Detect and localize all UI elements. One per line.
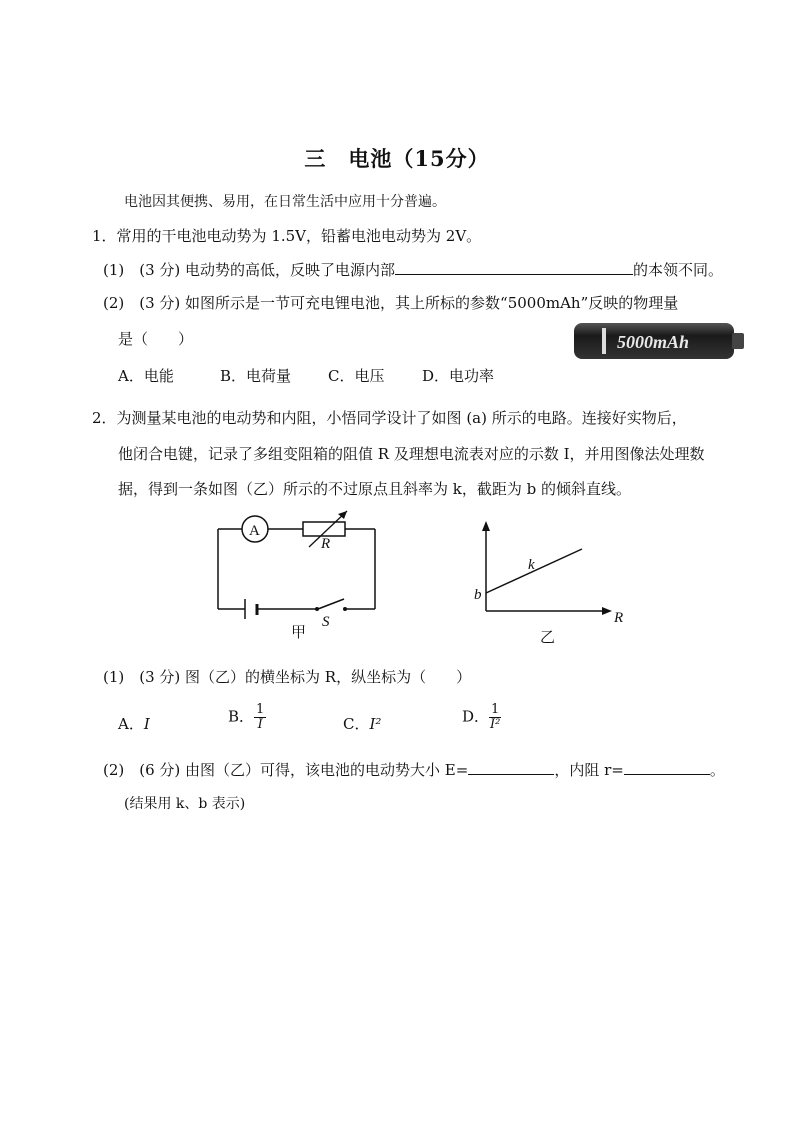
emf-blank[interactable]: [468, 758, 554, 775]
battery-stripe: [602, 328, 606, 354]
graph-caption: 乙: [540, 630, 556, 646]
q2-part2-note: (结果用 k、b 表示): [124, 796, 246, 812]
y-axis-arrow: [482, 521, 490, 531]
q1-part1: [103, 258, 723, 280]
battery-label: 5000mAh: [617, 332, 690, 352]
fraction-numerator: 1: [256, 702, 265, 717]
circuit-caption: 甲: [291, 625, 307, 641]
q2-part1: (1) (3 分) 图（乙）的横坐标为 R，纵坐标为（ ）: [103, 668, 472, 686]
intro-text: 电池因其便携、易用，在日常生活中应用十分普遍。: [124, 194, 446, 210]
battery-terminal: [732, 333, 744, 349]
resistance-blank[interactable]: [624, 758, 710, 775]
q1-choice-a[interactable]: A．电能: [118, 367, 174, 385]
ammeter-label: A: [249, 523, 260, 539]
switch-contact: [343, 607, 347, 611]
q2-choice-b[interactable]: [228, 703, 266, 732]
q2-choice-a-letter: A．: [118, 715, 144, 733]
q1-part2-line2: 是（ ）: [118, 330, 194, 348]
q2-choice-b-letter: B．: [228, 707, 255, 726]
intercept-label: b: [474, 587, 482, 603]
switch-label: S: [322, 614, 330, 630]
circuit-diagram: [205, 505, 390, 645]
q2-part2-text1: (2) (6 分) 由图（乙）可得，该电池的电动势大小 E=: [103, 761, 469, 779]
fraction-denominator: I²: [489, 717, 501, 732]
q1-stem: 1．常用的干电池电动势为 1.5V，铅蓄电池电动势为 2V。: [92, 227, 482, 245]
x-axis-label: R: [614, 610, 624, 626]
q2-line1: 2．为测量某电池的电动势和内阻，小悟同学设计了如图 (a) 所示的电路。连接好实物后，: [92, 409, 687, 427]
q2-part2: [103, 758, 725, 780]
x-axis-arrow: [602, 607, 612, 615]
resistor-label: R: [321, 536, 331, 552]
switch-contact: [315, 607, 319, 611]
q2-choice-d-letter: D．: [462, 707, 490, 726]
q2-choice-d[interactable]: [462, 703, 501, 732]
slope-label: k: [528, 557, 535, 573]
q1-part1-text: (1) (3 分) 电动势的高低，反映了电源内部: [103, 261, 396, 279]
q2-choice-c[interactable]: [343, 713, 381, 734]
q2-choice-d-fraction: [489, 703, 501, 732]
graph-yi: [470, 515, 630, 650]
q2-choice-c-letter: C．: [343, 715, 370, 733]
q2-part2-text2: ，内阻 r=: [554, 761, 624, 779]
battery-image: [572, 320, 747, 362]
fraction-numerator: 1: [491, 702, 500, 717]
variable-resistor: [303, 522, 345, 536]
q1-choice-d[interactable]: D．电功率: [422, 367, 495, 385]
q2-line2: 他闭合电键，记录了多组变阻箱的阻值 R 及理想电流表对应的示数 I，并用图像法处理数: [118, 445, 705, 463]
section-title: 三 电池（15分）: [304, 146, 490, 171]
q1-part1-after: 的本领不同。: [633, 261, 724, 279]
q2-line3: 据，得到一条如图（乙）所示的不过原点且斜率为 k，截距为 b 的倾斜直线。: [118, 480, 631, 498]
q2-choice-c-value: I²: [369, 715, 382, 733]
q2-choice-a-value: I: [143, 715, 150, 733]
q1-part1-blank[interactable]: [395, 258, 633, 275]
q1-part2-line1: (2) (3 分) 如图所示是一节可充电锂电池，其上所标的参数“5000mAh”反映的物理量: [103, 294, 679, 312]
fraction-denominator: I: [257, 717, 263, 732]
q2-choice-b-fraction: [254, 703, 266, 732]
q1-choice-c[interactable]: C．电压: [328, 367, 385, 385]
q1-choice-b[interactable]: B．电荷量: [220, 367, 292, 385]
q2-part2-text3: 。: [709, 761, 725, 779]
q2-choice-a[interactable]: [118, 713, 150, 734]
